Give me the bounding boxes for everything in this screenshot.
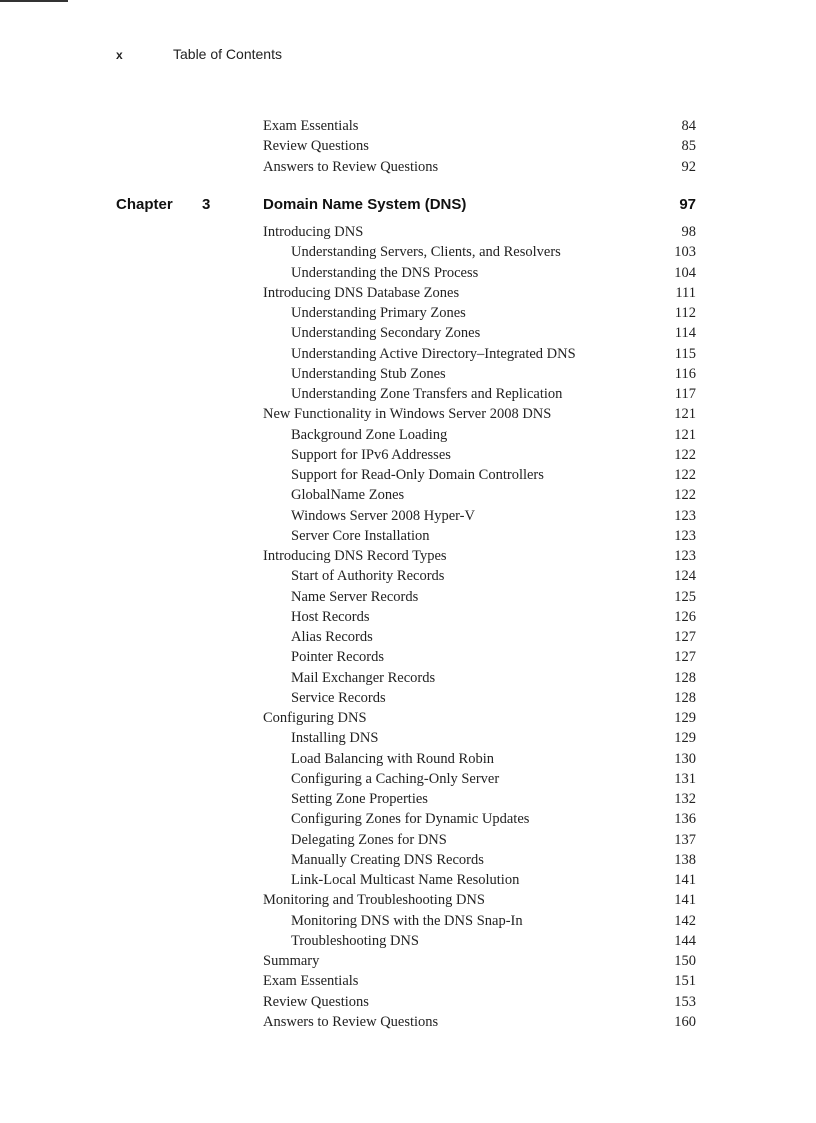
toc-entry-page: 138 — [674, 851, 696, 868]
toc-entry-label: Understanding the DNS Process — [291, 264, 479, 281]
toc-entry-page: 127 — [674, 649, 696, 666]
toc-entry-page: 122 — [674, 446, 696, 463]
toc-entry-page: 114 — [674, 325, 696, 342]
toc-entry-label: Configuring Zones for Dynamic Updates — [291, 811, 530, 828]
toc-entry-label: Start of Authority Records — [291, 568, 445, 585]
toc-entry[interactable] — [263, 911, 696, 931]
toc-entry[interactable] — [263, 607, 696, 627]
toc-entry-page: 129 — [674, 710, 696, 726]
toc-entry[interactable] — [263, 830, 696, 850]
toc-entry-page: 136 — [674, 811, 696, 828]
toc-entry-page: 131 — [674, 770, 696, 787]
toc-entry-label: Introducing DNS Database Zones — [263, 284, 460, 301]
toc-entry-page: 142 — [674, 912, 696, 929]
chapter-heading[interactable] — [116, 194, 696, 216]
toc-entry-label: Configuring DNS — [263, 710, 367, 726]
toc-entry[interactable] — [263, 445, 696, 465]
toc-entry[interactable] — [263, 789, 696, 809]
toc-entry-page: 121 — [674, 406, 696, 423]
toc-entry[interactable] — [263, 931, 696, 951]
toc-entry-label: Understanding Active Directory–Integrated DNS — [291, 345, 576, 362]
toc-entry-page: 111 — [675, 284, 696, 301]
toc-entry-page: 122 — [674, 487, 696, 504]
toc-entry-page: 141 — [674, 872, 696, 888]
toc-entry-label: Understanding Stub Zones — [291, 365, 446, 382]
toc-entry-label: Understanding Servers, Clients, and Resolvers — [291, 244, 561, 261]
toc-entry[interactable] — [263, 627, 696, 647]
toc-entry-page: 103 — [674, 244, 696, 261]
toc-entry-page: 123 — [674, 527, 696, 544]
toc-entry[interactable] — [263, 283, 696, 303]
toc-entry-label: Exam Essentials — [263, 118, 359, 134]
toc-entry-page: 92 — [681, 158, 696, 175]
toc-entry-page: 141 — [674, 892, 696, 909]
toc-entry-label: Review Questions — [263, 993, 369, 1010]
toc-entry-label: Windows Server 2008 Hyper-V — [291, 507, 475, 524]
toc-entry[interactable] — [263, 688, 696, 708]
toc-entry[interactable] — [263, 116, 696, 136]
toc-entry-page: 160 — [674, 1013, 696, 1030]
toc-entry-label: Pointer Records — [291, 649, 385, 666]
toc-entry[interactable] — [263, 404, 696, 424]
toc-entry[interactable] — [263, 425, 696, 445]
toc-entry[interactable] — [263, 364, 696, 384]
toc-entry-page: 98 — [681, 224, 696, 240]
toc-entry[interactable] — [263, 157, 696, 177]
toc-entry[interactable] — [263, 323, 696, 343]
toc-entry-label: Support for IPv6 Addresses — [291, 446, 451, 463]
toc-entry-label: Summary — [263, 953, 320, 969]
toc-entry-label: Exam Essentials — [263, 973, 359, 990]
toc-entry-page: 116 — [674, 365, 696, 382]
toc-entry-label: Review Questions — [263, 138, 369, 155]
toc-entry[interactable] — [263, 769, 696, 789]
toc-entry-page: 128 — [674, 689, 696, 706]
toc-entry-label: Understanding Secondary Zones — [291, 325, 481, 342]
toc-entry[interactable] — [263, 870, 696, 890]
toc-entry[interactable] — [263, 992, 696, 1012]
toc-entry[interactable] — [263, 485, 696, 505]
toc-entry-page: 124 — [674, 568, 696, 585]
toc-entry[interactable] — [263, 850, 696, 870]
toc-entry-page: 122 — [674, 467, 696, 483]
toc-entry-page: 137 — [674, 831, 696, 848]
toc-entry-label: GlobalName Zones — [291, 487, 405, 504]
toc-entry-label: Installing DNS — [291, 730, 379, 747]
toc-entry-label: Host Records — [291, 608, 370, 625]
running-head-title: Table of Contents — [173, 46, 282, 62]
toc-entry-label: Server Core Installation — [291, 527, 430, 544]
toc-entry-label: Delegating Zones for DNS — [291, 831, 447, 848]
toc-entry-label: Configuring a Caching-Only Server — [291, 770, 500, 787]
toc-entry-page: 144 — [674, 932, 696, 949]
toc-entry-page: 153 — [674, 993, 696, 1010]
toc-entry-label: Monitoring and Troubleshooting DNS — [263, 892, 485, 909]
toc-entry-page: 123 — [674, 507, 696, 524]
toc-entry[interactable] — [263, 344, 696, 364]
toc-entry[interactable] — [263, 647, 696, 667]
toc-entry-label: Answers to Review Questions — [263, 1013, 439, 1030]
toc-entry-page: 127 — [674, 629, 696, 645]
toc-entry[interactable] — [263, 263, 696, 283]
toc-entry-page: 104 — [674, 264, 696, 281]
toc-entry[interactable] — [263, 809, 696, 829]
toc-entry[interactable] — [263, 668, 696, 688]
toc-entry[interactable] — [263, 465, 696, 485]
toc-entry-page: 129 — [674, 730, 696, 747]
toc-entry-label: Alias Records — [291, 629, 373, 645]
toc-entry-label: Mail Exchanger Records — [291, 669, 436, 686]
toc-entry[interactable] — [263, 546, 696, 566]
toc-entry-page: 128 — [674, 669, 696, 686]
toc-entry[interactable] — [263, 728, 696, 748]
toc-entry[interactable] — [263, 566, 696, 586]
toc-entry-label: Load Balancing with Round Robin — [291, 750, 494, 767]
toc-entry[interactable] — [263, 384, 696, 404]
toc-entry-page: 126 — [674, 608, 696, 625]
toc-entry[interactable] — [263, 526, 696, 546]
toc-entry-label: Setting Zone Properties — [291, 791, 428, 807]
toc-entry-label: Support for Read-Only Domain Controllers — [291, 467, 544, 483]
toc-entry-page: 112 — [674, 305, 696, 321]
toc-entry-label: Monitoring DNS with the DNS Snap-In — [291, 912, 523, 929]
toc-entry-label: Manually Creating DNS Records — [291, 851, 484, 868]
toc-entry[interactable] — [263, 222, 696, 242]
toc-entry[interactable] — [263, 242, 696, 262]
toc-entry-label: Understanding Primary Zones — [291, 305, 466, 321]
toc-entry-page: 125 — [674, 588, 696, 605]
toc-entry-label: Understanding Zone Transfers and Replication — [291, 386, 563, 402]
page-folio: x — [116, 48, 123, 62]
toc-entry-label: Name Server Records — [291, 588, 419, 605]
toc-entry-page: 123 — [674, 548, 696, 564]
toc-entry[interactable] — [263, 708, 696, 728]
toc-entry[interactable] — [263, 951, 696, 971]
toc-entry-label: Background Zone Loading — [291, 426, 448, 443]
toc-entry-page: 84 — [681, 118, 696, 134]
toc-entry-page: 117 — [674, 386, 696, 402]
toc-entry-label: Introducing DNS Record Types — [263, 548, 447, 564]
toc-entry[interactable] — [263, 303, 696, 323]
toc-entry-label: New Functionality in Windows Server 2008 DNS — [263, 406, 552, 423]
chapter-number: 3 — [202, 196, 211, 213]
top-rule — [0, 0, 68, 2]
toc-entry-page: 121 — [674, 426, 696, 443]
toc-entry-label: Introducing DNS — [263, 224, 364, 240]
toc-entry-page: 132 — [674, 791, 696, 807]
toc-entry-page: 115 — [674, 345, 696, 362]
chapter-page: 97 — [679, 196, 696, 213]
toc-entry-page: 130 — [674, 750, 696, 767]
toc-entry[interactable] — [263, 587, 696, 607]
toc-entry[interactable] — [263, 890, 696, 910]
chapter-word: Chapter — [116, 196, 173, 213]
toc-entry[interactable] — [263, 136, 696, 156]
toc-entry-label: Troubleshooting DNS — [291, 932, 419, 949]
toc-entry[interactable] — [263, 749, 696, 769]
toc-entry-page: 150 — [674, 953, 696, 969]
toc-entry[interactable] — [263, 971, 696, 991]
toc-entry-label: Service Records — [291, 689, 386, 706]
toc-entry-label: Answers to Review Questions — [263, 158, 439, 175]
toc-entry-page: 85 — [681, 138, 696, 155]
toc-entry[interactable] — [263, 1012, 696, 1032]
chapter-title: Domain Name System (DNS) — [263, 196, 467, 213]
toc-entry[interactable] — [263, 506, 696, 526]
toc-entry-label: Link-Local Multicast Name Resolution — [291, 872, 520, 888]
toc-entry-page: 151 — [674, 973, 696, 990]
